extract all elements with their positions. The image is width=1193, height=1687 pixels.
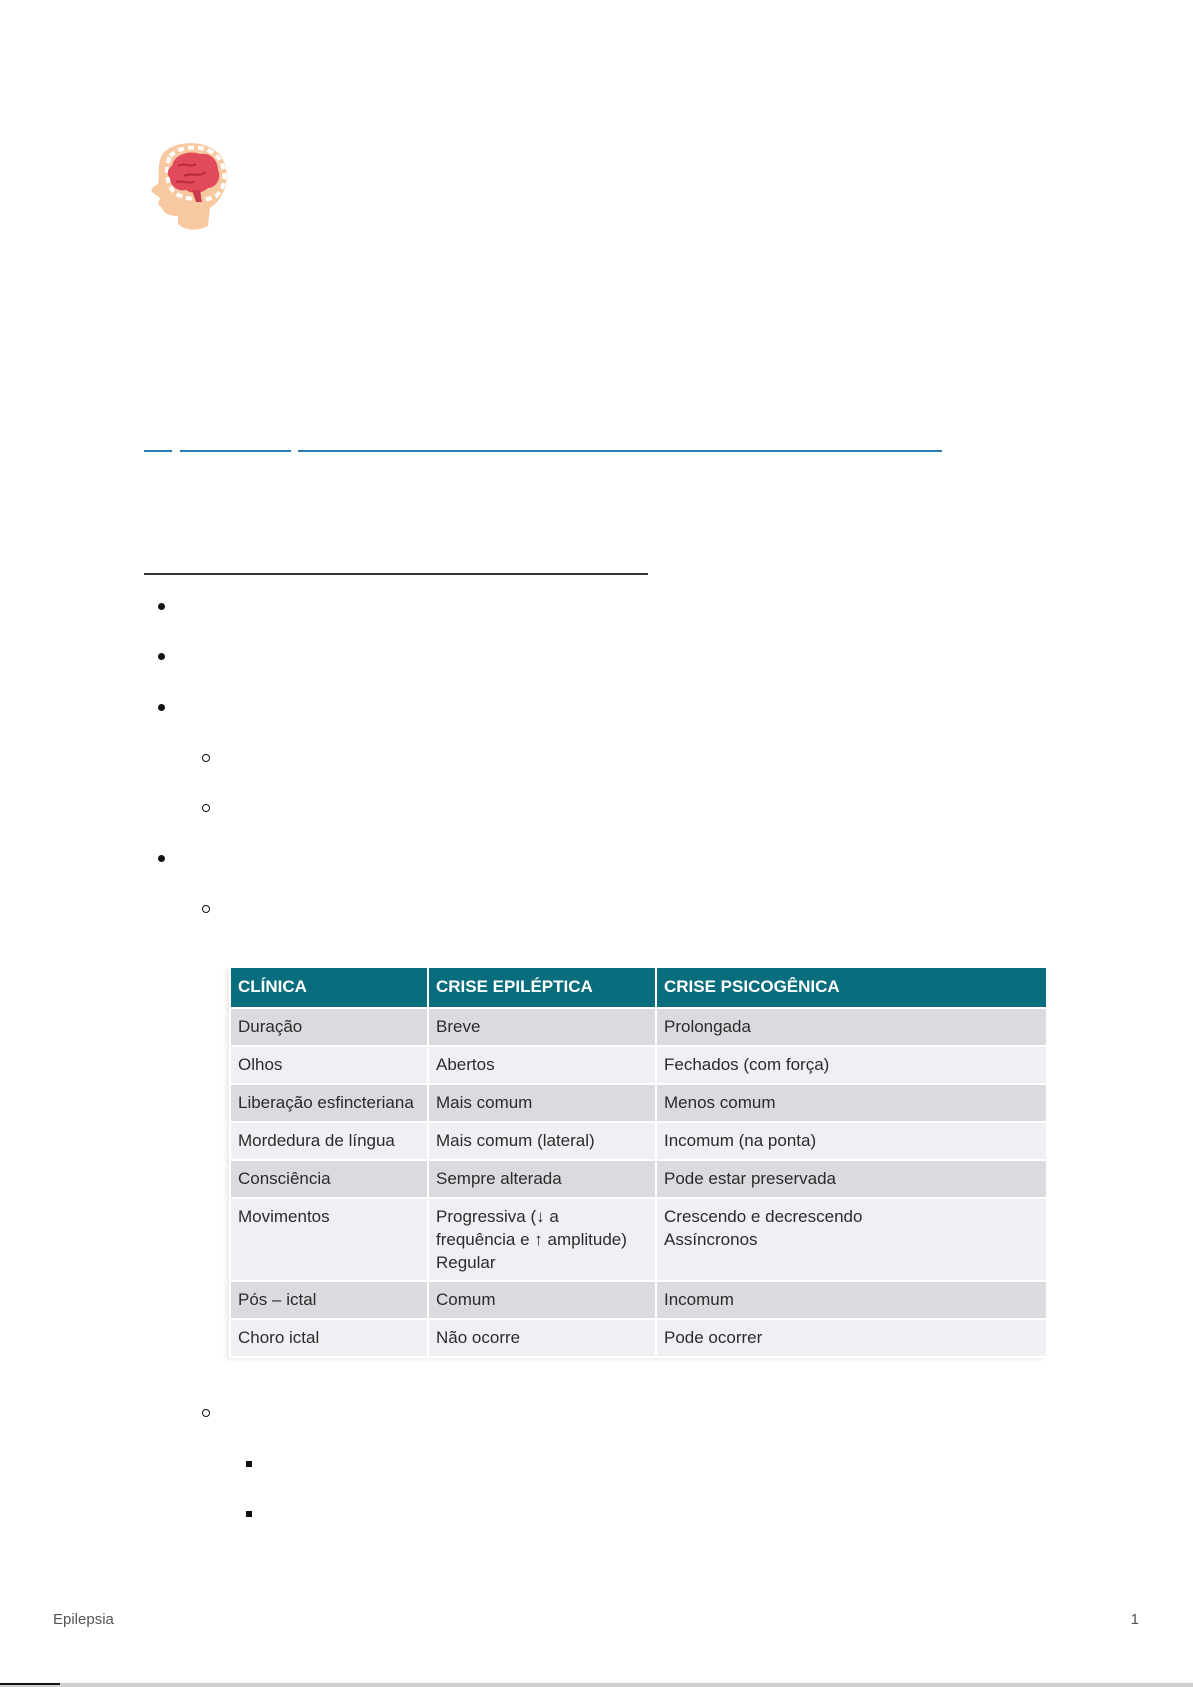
table-cell: Prolongada: [656, 1008, 1047, 1046]
table-header-row: [230, 967, 1047, 1008]
list-sub-sub-bullet: [246, 1461, 252, 1467]
page-number: 1: [1130, 1611, 1139, 1628]
table-row: [230, 1198, 1047, 1281]
table-cell: Mais comum (lateral): [428, 1122, 656, 1160]
table-cell: Pode ocorrer: [656, 1319, 1047, 1357]
list-bullet: [158, 855, 165, 862]
table-row: [230, 1319, 1047, 1357]
table-cell: Breve: [428, 1008, 656, 1046]
list-sub-sub-bullet: [246, 1511, 252, 1517]
link-underline[interactable]: [180, 450, 291, 452]
comparison-table: [229, 966, 1048, 1358]
table-header-cell: CLÍNICA: [230, 967, 428, 1008]
table-row: [230, 1008, 1047, 1046]
table-cell: Menos comum: [656, 1084, 1047, 1122]
link-underline[interactable]: [144, 450, 172, 452]
list-bullet: [158, 603, 165, 610]
table-cell: Não ocorre: [428, 1319, 656, 1357]
section-heading-underline: [144, 573, 648, 575]
table-row: [230, 1160, 1047, 1198]
comparison-table-image: [229, 966, 1046, 1357]
table-cell: Mordedura de língua: [230, 1122, 428, 1160]
table-row: [230, 1084, 1047, 1122]
table-cell: Movimentos: [230, 1198, 428, 1281]
list-sub-bullet: [202, 1409, 210, 1417]
table-cell: Sempre alterada: [428, 1160, 656, 1198]
table-cell: Fechados (com força): [656, 1046, 1047, 1084]
bottom-edge: [0, 1683, 1193, 1687]
table-row: [230, 1046, 1047, 1084]
table-cell: Incomum: [656, 1281, 1047, 1319]
table-cell: Pós – ictal: [230, 1281, 428, 1319]
table-cell: Pode estar preservada: [656, 1160, 1047, 1198]
list-bullet: [158, 704, 165, 711]
table-row: [230, 1122, 1047, 1160]
list-sub-bullet: [202, 905, 210, 913]
table-cell: Duração: [230, 1008, 428, 1046]
table-cell: Consciência: [230, 1160, 428, 1198]
table-row: [230, 1281, 1047, 1319]
list-sub-bullet: [202, 754, 210, 762]
table-cell: Liberação esfincteriana: [230, 1084, 428, 1122]
brain-head-icon: [144, 140, 230, 235]
list-bullet: [158, 653, 165, 660]
table-header-cell: CRISE PSICOGÊNICA: [656, 967, 1047, 1008]
table-cell: Incomum (na ponta): [656, 1122, 1047, 1160]
table-cell: Crescendo e decrescendo Assíncronos: [656, 1198, 1047, 1281]
link-underline[interactable]: [298, 450, 942, 452]
table-cell: Abertos: [428, 1046, 656, 1084]
table-cell: Choro ictal: [230, 1319, 428, 1357]
table-cell: Progressiva (↓ a frequência e ↑ amplitude) Regular: [428, 1198, 656, 1281]
table-header-cell: CRISE EPILÉPTICA: [428, 967, 656, 1008]
table-cell: Mais comum: [428, 1084, 656, 1122]
table-cell: Comum: [428, 1281, 656, 1319]
footer-title: Epilepsia: [53, 1611, 114, 1628]
list-sub-bullet: [202, 804, 210, 812]
bottom-edge-mark: [0, 1683, 60, 1685]
table-cell: Olhos: [230, 1046, 428, 1084]
